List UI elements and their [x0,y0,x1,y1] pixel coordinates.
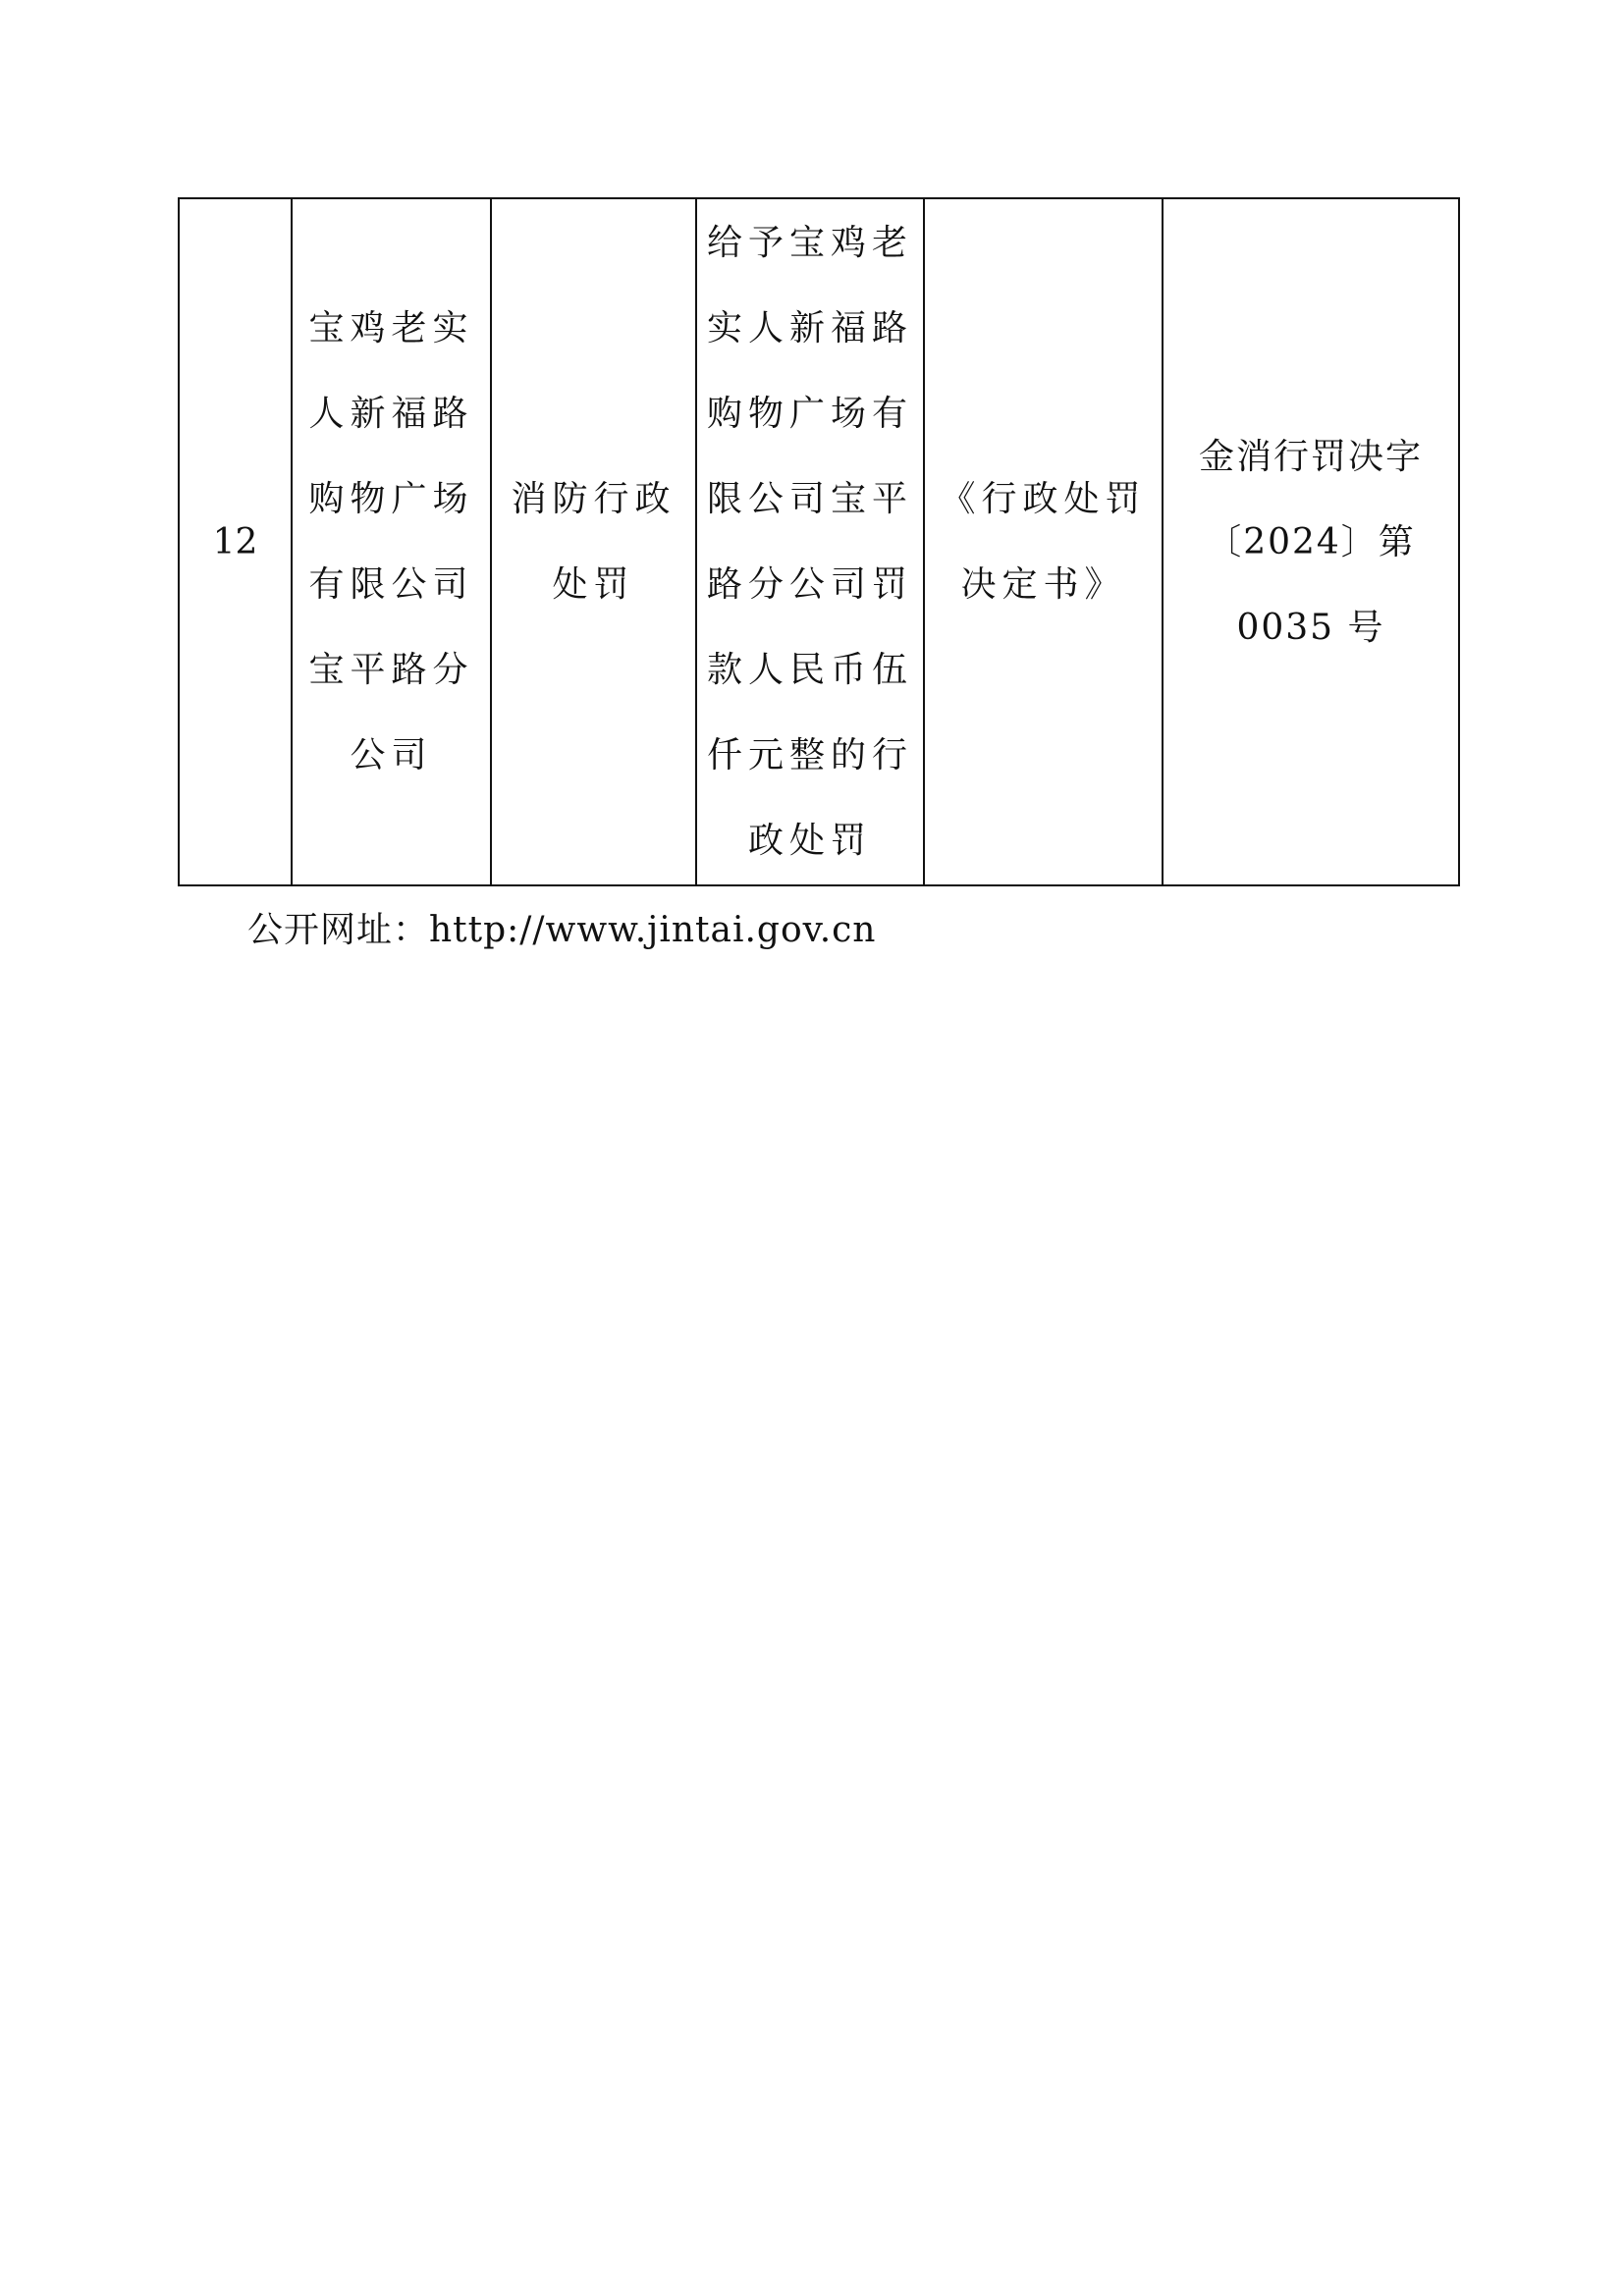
penalty-basis: 《行政处罚 决定书》 [940,479,1147,605]
penalty-category: 消防行政 处罚 [511,479,677,605]
penalty-basis-cell [924,198,1163,885]
record-index: 12 [212,521,258,562]
penalty-category-cell [491,198,696,885]
penalty-content-cell [696,198,924,885]
party-name-cell [292,198,491,885]
table-row [179,198,1459,885]
public-url-line: 公开网址：http://www.jintai.gov.cn [247,910,877,950]
decision-number: 金消行罚决字 〔2024〕第 0035 号 [1198,436,1423,648]
penalty-record-table [178,197,1460,886]
penalty-content: 给予宝鸡老 实人新福路 购物广场有 限公司宝平 路分公司罚 款人民币伍 仟元整的行 政处罚 [706,223,913,861]
decision-number-cell [1163,198,1459,885]
party-name: 宝鸡老实 人新福路 购物广场 有限公司 宝平路分 公司 [308,308,474,775]
index-cell [179,198,292,885]
